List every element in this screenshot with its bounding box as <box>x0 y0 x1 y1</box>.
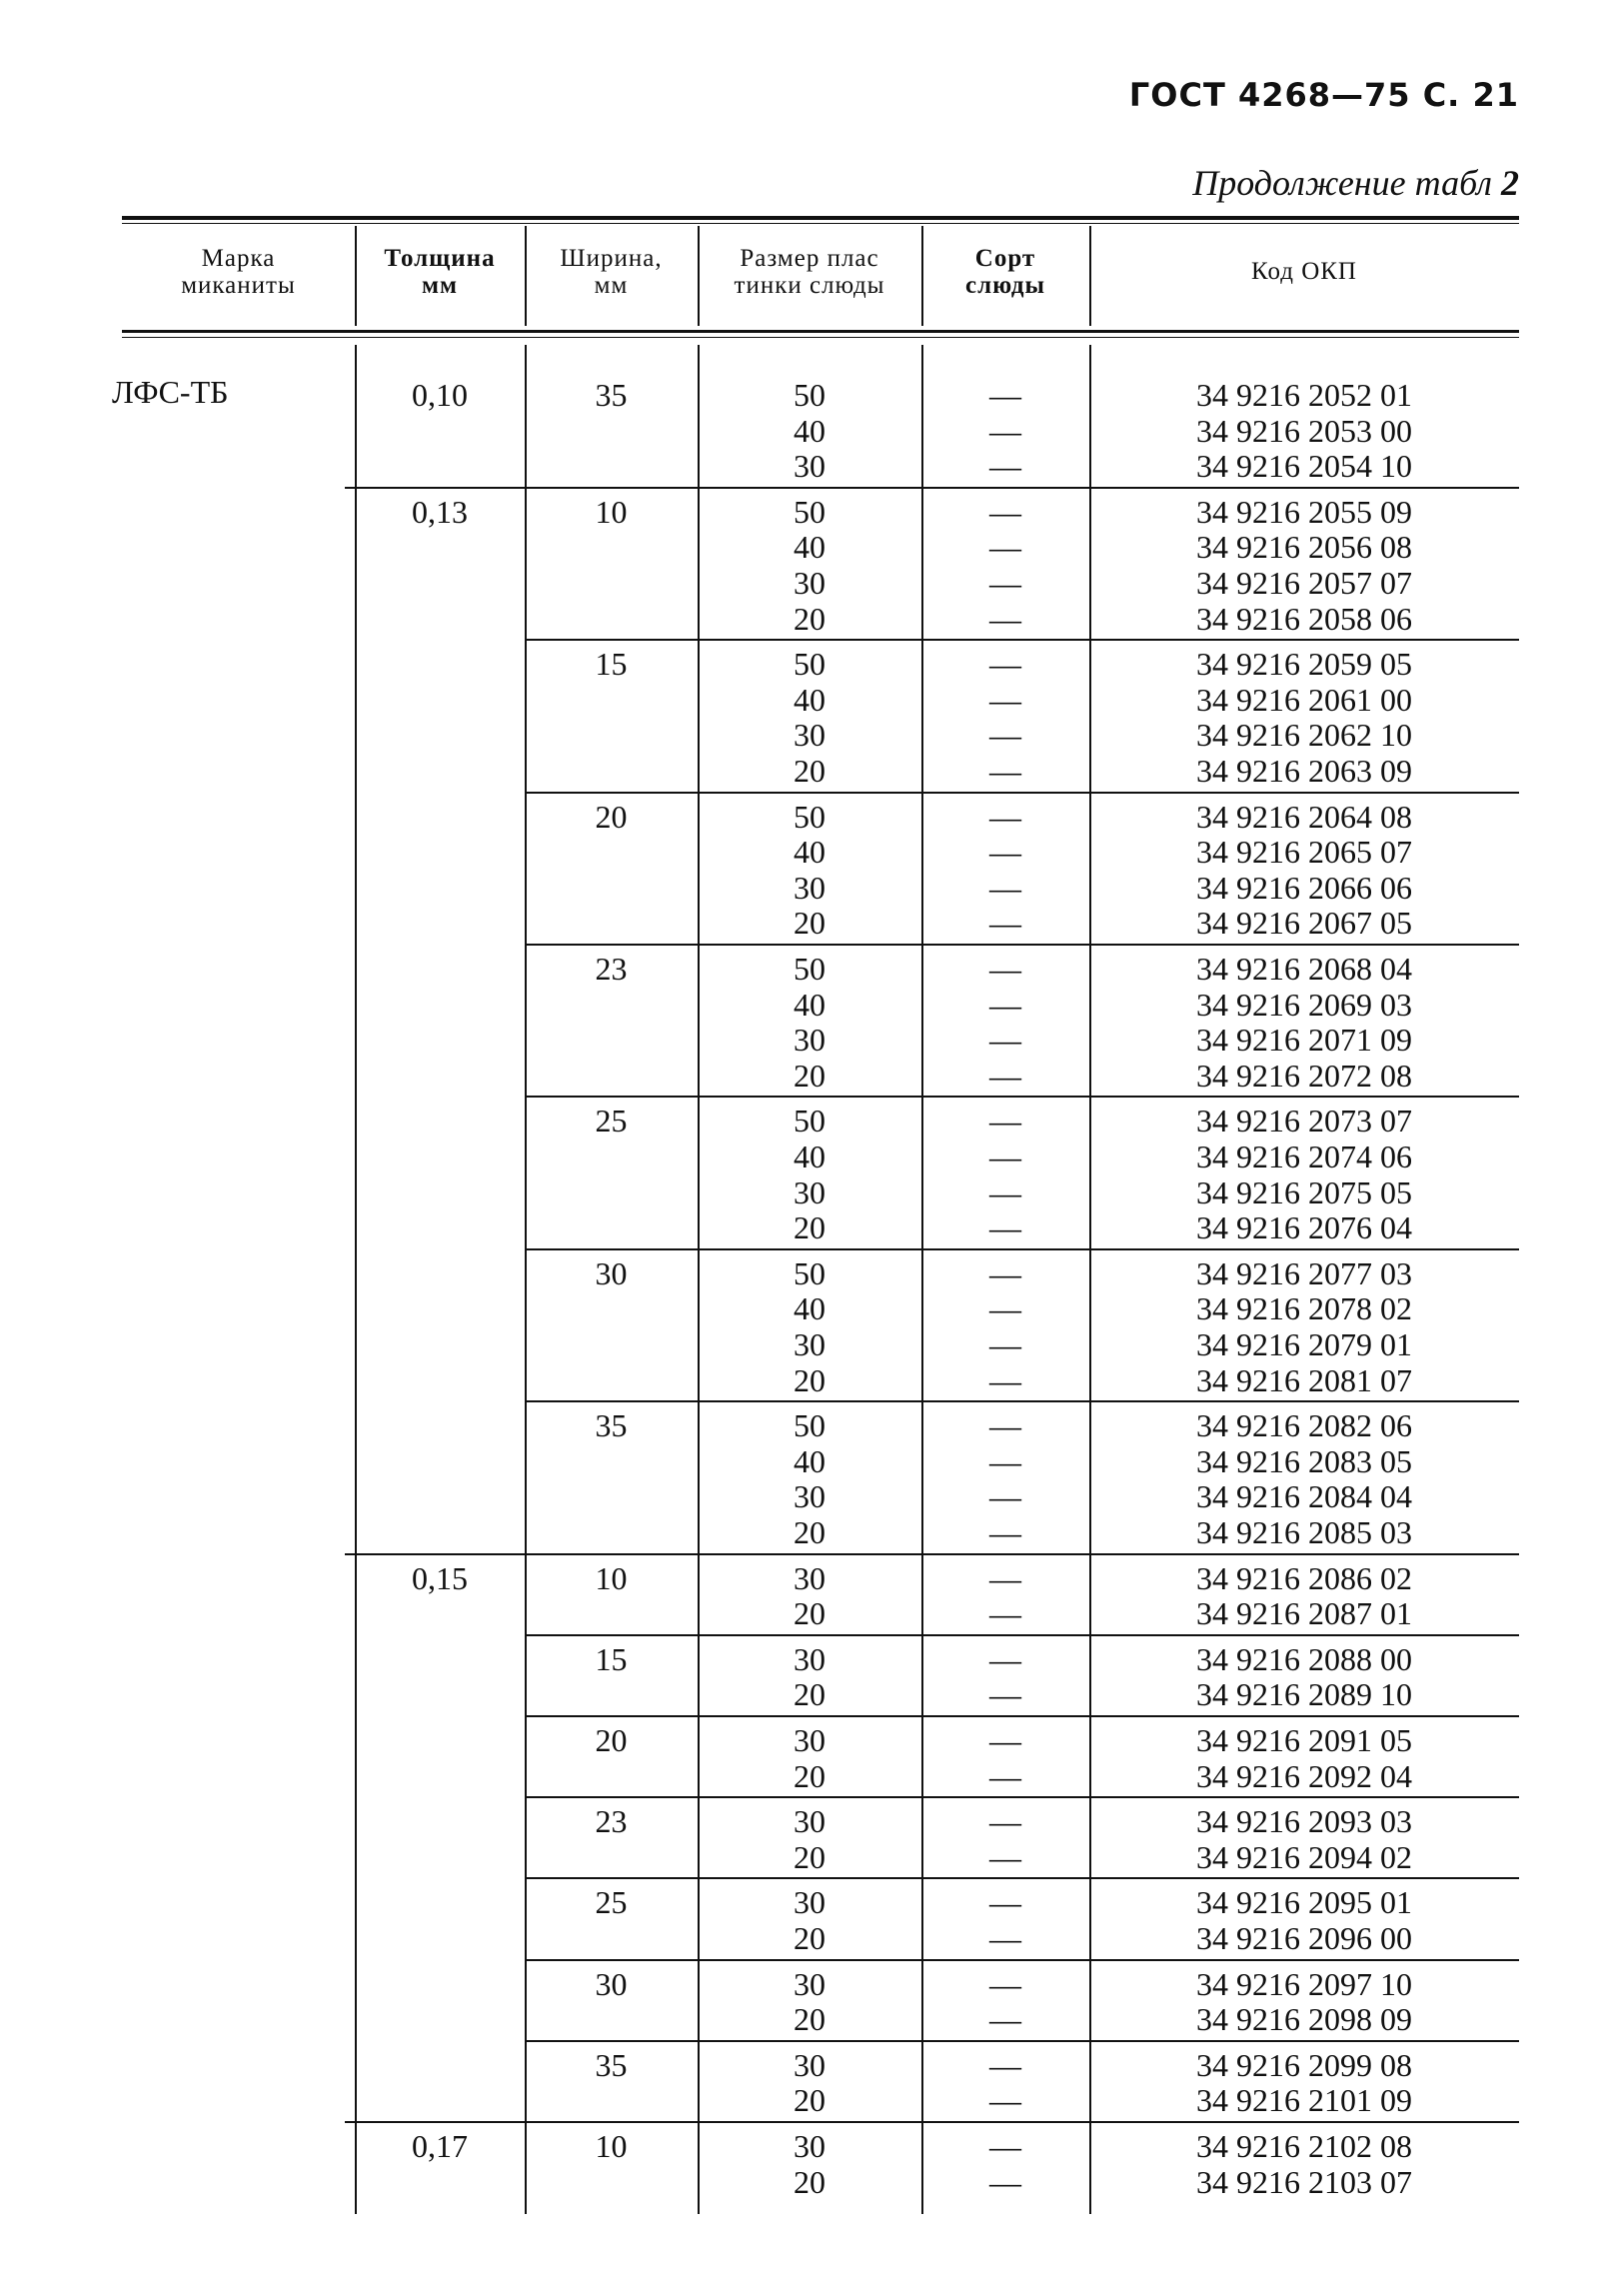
plate-size-value: 20 <box>794 753 825 789</box>
sort-dash: — <box>989 565 1021 601</box>
okp-code: 34 9216 2075 05 <box>1196 1173 1412 1210</box>
thickness-value: 0,10 <box>412 377 468 413</box>
column-header-line: миканиты <box>181 272 296 299</box>
okp-code: 34 9216 2099 08 <box>1196 2046 1412 2083</box>
sort-dash: — <box>989 1057 1021 1094</box>
sort-dash: — <box>989 1103 1021 1140</box>
okp-code: 34 9216 2056 08 <box>1196 529 1412 566</box>
okp-code: 34 9216 2093 03 <box>1196 1803 1412 1840</box>
okp-code: 34 9216 2089 10 <box>1196 1676 1412 1713</box>
column-header-line: Ширина, <box>560 245 663 272</box>
width-value: 23 <box>595 951 628 987</box>
plate-size-value: 40 <box>794 986 825 1023</box>
width-value: 30 <box>595 1254 628 1291</box>
group-separator <box>525 1959 1519 1961</box>
okp-code: 34 9216 2098 09 <box>1196 2001 1412 2038</box>
group-separator <box>345 487 1519 489</box>
plate-size-value: 30 <box>794 565 825 601</box>
sort-dash: — <box>989 2128 1021 2164</box>
plate-size-value: 30 <box>794 717 825 754</box>
plate-size-value: 40 <box>794 412 825 449</box>
width-value: 30 <box>595 1965 628 2002</box>
sort-dash: — <box>989 1290 1021 1327</box>
sort-dash: — <box>989 1838 1021 1875</box>
okp-code: 34 9216 2094 02 <box>1196 1838 1412 1875</box>
width-value: 35 <box>595 1407 628 1444</box>
plate-size-value: 30 <box>794 1640 825 1677</box>
column-header-line: мм <box>594 272 629 299</box>
plate-size-value: 20 <box>794 1057 825 1094</box>
thickness-value: 0,17 <box>412 2128 468 2164</box>
plate-size-value: 20 <box>794 1838 825 1875</box>
continuation-text: Продолжение табл <box>1192 163 1492 203</box>
sort-dash: — <box>989 2082 1021 2119</box>
plate-size-value: 20 <box>794 1514 825 1550</box>
okp-code: 34 9216 2085 03 <box>1196 1514 1412 1550</box>
plate-size-value: 30 <box>794 2046 825 2083</box>
okp-code: 34 9216 2077 03 <box>1196 1254 1412 1291</box>
sort-dash: — <box>989 681 1021 718</box>
okp-code: 34 9216 2071 09 <box>1196 1022 1412 1059</box>
sort-dash: — <box>989 1965 1021 2002</box>
sort-dash: — <box>989 1640 1021 1677</box>
plate-size-value: 50 <box>794 1254 825 1291</box>
column-header-line: Толщина <box>384 245 496 272</box>
plate-size-value: 50 <box>794 1103 825 1140</box>
okp-code: 34 9216 2057 07 <box>1196 565 1412 601</box>
sort-dash: — <box>989 1803 1021 1840</box>
header-bottom-rule <box>122 330 1519 333</box>
okp-code: 34 9216 2052 01 <box>1196 377 1412 413</box>
column-divider <box>525 226 527 326</box>
sort-dash: — <box>989 1361 1021 1398</box>
okp-code: 34 9216 2076 04 <box>1196 1209 1412 1246</box>
sort-dash: — <box>989 1173 1021 1210</box>
width-value: 25 <box>595 1103 628 1140</box>
sort-dash: — <box>989 1559 1021 1596</box>
column-header <box>525 245 698 299</box>
plate-size-value: 20 <box>794 600 825 637</box>
column-header-line: Марка <box>201 245 276 272</box>
column-header-line: Размер плас <box>740 245 879 272</box>
column-header-line: слюды <box>965 272 1045 299</box>
plate-size-value: 50 <box>794 646 825 683</box>
group-separator <box>345 1553 1519 1555</box>
plate-size-value: 40 <box>794 1290 825 1327</box>
column-divider <box>355 226 357 326</box>
group-separator <box>525 2040 1519 2042</box>
plate-size-value: 20 <box>794 905 825 942</box>
plate-size-value: 30 <box>794 1884 825 1921</box>
sort-dash: — <box>989 905 1021 942</box>
width-value: 10 <box>595 1559 628 1596</box>
plate-size-value: 30 <box>794 1803 825 1840</box>
plate-size-value: 20 <box>794 1209 825 1246</box>
sort-dash: — <box>989 1407 1021 1444</box>
sort-dash: — <box>989 1254 1021 1291</box>
column-header-line: Код ОКП <box>1251 258 1357 285</box>
width-value: 20 <box>595 798 628 835</box>
plate-size-value: 30 <box>794 869 825 906</box>
group-separator <box>345 2121 1519 2123</box>
plate-size-value: 30 <box>794 1022 825 1059</box>
plate-size-value: 50 <box>794 1407 825 1444</box>
okp-code: 34 9216 2065 07 <box>1196 834 1412 871</box>
sort-dash: — <box>989 1595 1021 1632</box>
thickness-value: 0,13 <box>412 493 468 530</box>
sort-dash: — <box>989 869 1021 906</box>
width-value: 10 <box>595 2128 628 2164</box>
sort-dash: — <box>989 412 1021 449</box>
okp-code: 34 9216 2083 05 <box>1196 1442 1412 1479</box>
group-separator <box>525 1877 1519 1879</box>
group-separator <box>525 1634 1519 1636</box>
sort-dash: — <box>989 1478 1021 1515</box>
plate-size-value: 50 <box>794 951 825 987</box>
okp-code: 34 9216 2087 01 <box>1196 1595 1412 1632</box>
thickness-value: 0,15 <box>412 1559 468 1596</box>
okp-code: 34 9216 2069 03 <box>1196 986 1412 1023</box>
document-code: ГОСТ 4268—75 С. 21 <box>1128 76 1519 114</box>
table-number: 2 <box>1501 163 1519 203</box>
header-bottom-rule-thin <box>122 337 1519 338</box>
group-separator <box>525 639 1519 641</box>
sort-dash: — <box>989 798 1021 835</box>
width-value: 15 <box>595 646 628 683</box>
plate-size-value: 50 <box>794 377 825 413</box>
okp-code: 34 9216 2053 00 <box>1196 412 1412 449</box>
okp-code: 34 9216 2059 05 <box>1196 646 1412 683</box>
sort-dash: — <box>989 986 1021 1023</box>
okp-code: 34 9216 2101 09 <box>1196 2082 1412 2119</box>
okp-code: 34 9216 2068 04 <box>1196 951 1412 987</box>
plate-size-value: 20 <box>794 1361 825 1398</box>
okp-code: 34 9216 2102 08 <box>1196 2128 1412 2164</box>
sort-dash: — <box>989 753 1021 789</box>
column-divider <box>1089 226 1091 326</box>
okp-code: 34 9216 2055 09 <box>1196 493 1412 530</box>
column-header-line: Сорт <box>974 245 1036 272</box>
sort-dash: — <box>989 2163 1021 2200</box>
width-value: 23 <box>595 1803 628 1840</box>
plate-size-value: 30 <box>794 2128 825 2164</box>
okp-code: 34 9216 2088 00 <box>1196 1640 1412 1677</box>
okp-code: 34 9216 2063 09 <box>1196 753 1412 789</box>
sort-dash: — <box>989 1757 1021 1794</box>
okp-code: 34 9216 2081 07 <box>1196 1361 1412 1398</box>
width-value: 35 <box>595 2046 628 2083</box>
plate-size-value: 30 <box>794 1965 825 2002</box>
column-divider <box>355 345 357 2214</box>
plate-size-value: 20 <box>794 2163 825 2200</box>
plate-size-value: 20 <box>794 1676 825 1713</box>
sort-dash: — <box>989 1022 1021 1059</box>
plate-size-value: 50 <box>794 798 825 835</box>
okp-code: 34 9216 2091 05 <box>1196 1722 1412 1758</box>
group-separator <box>525 1715 1519 1717</box>
table-top-rule-thin <box>122 223 1519 224</box>
sort-dash: — <box>989 493 1021 530</box>
group-separator <box>525 1248 1519 1250</box>
sort-dash: — <box>989 2001 1021 2038</box>
okp-code: 34 9216 2078 02 <box>1196 1290 1412 1327</box>
width-value: 25 <box>595 1884 628 1921</box>
okp-code: 34 9216 2067 05 <box>1196 905 1412 942</box>
plate-size-value: 30 <box>794 1722 825 1758</box>
plate-size-value: 30 <box>794 1478 825 1515</box>
group-separator <box>525 792 1519 794</box>
okp-code: 34 9216 2082 06 <box>1196 1407 1412 1444</box>
okp-code: 34 9216 2086 02 <box>1196 1559 1412 1596</box>
width-value: 35 <box>595 377 628 413</box>
okp-code: 34 9216 2062 10 <box>1196 717 1412 754</box>
group-separator <box>525 1400 1519 1402</box>
sort-dash: — <box>989 1884 1021 1921</box>
table-top-rule <box>122 216 1519 220</box>
plate-size-value: 20 <box>794 1920 825 1956</box>
sort-dash: — <box>989 1326 1021 1362</box>
plate-size-value: 30 <box>794 1559 825 1596</box>
okp-code: 34 9216 2079 01 <box>1196 1326 1412 1362</box>
sort-dash: — <box>989 951 1021 987</box>
sort-dash: — <box>989 529 1021 566</box>
sort-dash: — <box>989 377 1021 413</box>
plate-size-value: 20 <box>794 2001 825 2038</box>
okp-code: 34 9216 2066 06 <box>1196 869 1412 906</box>
sort-dash: — <box>989 1139 1021 1174</box>
okp-code: 34 9216 2096 00 <box>1196 1920 1412 1956</box>
okp-code: 34 9216 2074 06 <box>1196 1139 1412 1174</box>
column-header <box>921 245 1089 299</box>
okp-code: 34 9216 2092 04 <box>1196 1757 1412 1794</box>
width-value: 15 <box>595 1640 628 1677</box>
plate-size-value: 40 <box>794 681 825 718</box>
sort-dash: — <box>989 2046 1021 2083</box>
okp-code: 34 9216 2095 01 <box>1196 1884 1412 1921</box>
width-value: 20 <box>595 1722 628 1758</box>
group-separator <box>525 1096 1519 1098</box>
sort-dash: — <box>989 1514 1021 1550</box>
plate-size-value: 50 <box>794 493 825 530</box>
plate-size-value: 40 <box>794 1139 825 1174</box>
okp-code: 34 9216 2103 07 <box>1196 2163 1412 2200</box>
sort-dash: — <box>989 1722 1021 1758</box>
sort-dash: — <box>989 448 1021 485</box>
column-header-line: тинки слюды <box>734 272 885 299</box>
plate-size-value: 40 <box>794 1442 825 1479</box>
sort-dash: — <box>989 1442 1021 1479</box>
group-separator <box>525 1796 1519 1798</box>
column-divider <box>921 226 923 326</box>
column-header <box>698 245 921 299</box>
sort-dash: — <box>989 717 1021 754</box>
sort-dash: — <box>989 834 1021 871</box>
okp-code: 34 9216 2064 08 <box>1196 798 1412 835</box>
okp-code: 34 9216 2061 00 <box>1196 681 1412 718</box>
plate-size-value: 30 <box>794 1173 825 1210</box>
okp-code: 34 9216 2097 10 <box>1196 1965 1412 2002</box>
sort-dash: — <box>989 600 1021 637</box>
okp-code: 34 9216 2072 08 <box>1196 1057 1412 1094</box>
plate-size-value: 30 <box>794 448 825 485</box>
sort-dash: — <box>989 646 1021 683</box>
plate-size-value: 20 <box>794 1757 825 1794</box>
brand-name: ЛФС-ТБ <box>112 374 229 410</box>
okp-code: 34 9216 2073 07 <box>1196 1103 1412 1140</box>
column-header <box>355 245 525 299</box>
column-header-line: мм <box>421 272 459 299</box>
width-value: 10 <box>595 493 628 530</box>
plate-size-value: 40 <box>794 529 825 566</box>
plate-size-value: 20 <box>794 1595 825 1632</box>
group-separator <box>525 944 1519 946</box>
plate-size-value: 30 <box>794 1326 825 1362</box>
sort-dash: — <box>989 1920 1021 1956</box>
plate-size-value: 40 <box>794 834 825 871</box>
okp-code: 34 9216 2054 10 <box>1196 448 1412 485</box>
column-header <box>1089 258 1519 285</box>
column-divider <box>698 226 700 326</box>
column-header <box>122 245 355 299</box>
sort-dash: — <box>989 1209 1021 1246</box>
okp-code: 34 9216 2058 06 <box>1196 600 1412 637</box>
plate-size-value: 20 <box>794 2082 825 2119</box>
sort-dash: — <box>989 1676 1021 1713</box>
okp-code: 34 9216 2084 04 <box>1196 1478 1412 1515</box>
